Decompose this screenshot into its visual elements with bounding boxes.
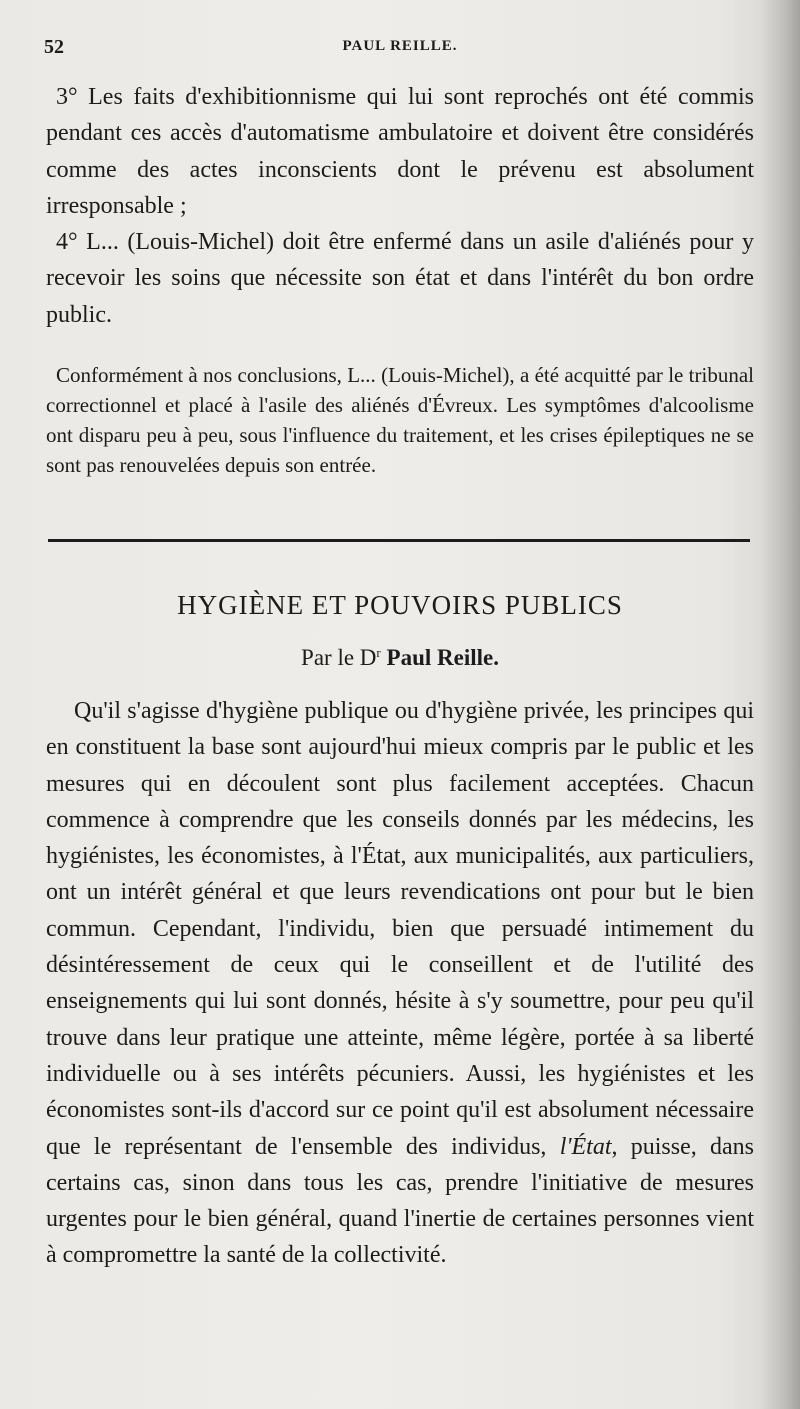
outcome-note <box>46 360 754 480</box>
article-author: Paul Reille. <box>386 645 499 670</box>
conclusions-section <box>46 79 754 333</box>
conclusion-item-4: 4° L... (Louis-Michel) doit être enfermé dans un asile d'aliénés pour y recevoir les soins que nécessite son état et dans l'intérêt du bon ordre public. <box>46 229 754 328</box>
article-body <box>46 693 754 1274</box>
section-divider <box>48 539 750 542</box>
byline-prefix: Par le D <box>301 645 377 670</box>
outcome-note-text: Conformément à nos conclusions, L... (Louis-Michel), a été acquitté par le tribunal correctionnel et placé à l'asile des aliénés d'Évreux. Les symptômes d'alcoolisme ont disparu peu à peu, sous l'influence du traitement, et les crises épileptiques ne se sont pas renouvelées depuis son entrée. <box>46 363 754 477</box>
article-text-part-2: , puisse, dans certains cas, sinon dans tous les cas, prendre l'initiative de mesures urgentes pour le bien général, quand l'inertie de certaines personnes vient à compromettre la santé de la collectivité. <box>46 1133 754 1269</box>
article-text-part-1: Qu'il s'agisse d'hygiène publique ou d'hygiène privée, les principes qui en constituent la base sont aujourd'hui mieux compris par le public et les mesures qui en découlent sont plus facilement acceptées. Chacun commence à comprendre que les conseils donnés par les médecins, les hygiénistes, les économistes, à l'État, aux municipalités, aux particuliers, ont un intérêt général et que leurs revendications ont pour but le bien commun. Cependant, l'individu, bien que persuadé intimement du désintéressement de ceux qui le conseillent et de l'utilité des enseignements qui lui sont donnés, hésite à s'y soumettre, pour peu qu'il trouve dans leur pratique une atteinte, même légère, portée à sa liberté individuelle ou à ses intérêts pécuniers. Aussi, les hygiénistes et les économistes sont-ils d'accord sur ce point qu'il est absolument nécessaire que le représentant de l'ensemble des individus, <box>46 698 754 1160</box>
page-header <box>44 36 756 62</box>
running-head: PAUL REILLE. <box>342 38 458 54</box>
page-spine-shadow <box>760 0 800 1409</box>
article-italic-state: l'État <box>559 1133 612 1160</box>
byline-superscript: r <box>376 645 381 660</box>
article-byline <box>46 638 754 673</box>
page-number: 52 <box>44 36 64 58</box>
article-paragraph <box>46 693 754 1274</box>
conclusion-item-3: 3° Les faits d'exhibitionnisme qui lui sont reprochés ont été commis pendant ces accès d'automatisme ambulatoire et doivent être considérés comme des actes inconscients dont le prévenu est absolument irresponsable ; <box>46 84 754 219</box>
article-title: HYGIÈNE ET POUVOIRS PUBLICS <box>177 590 623 620</box>
